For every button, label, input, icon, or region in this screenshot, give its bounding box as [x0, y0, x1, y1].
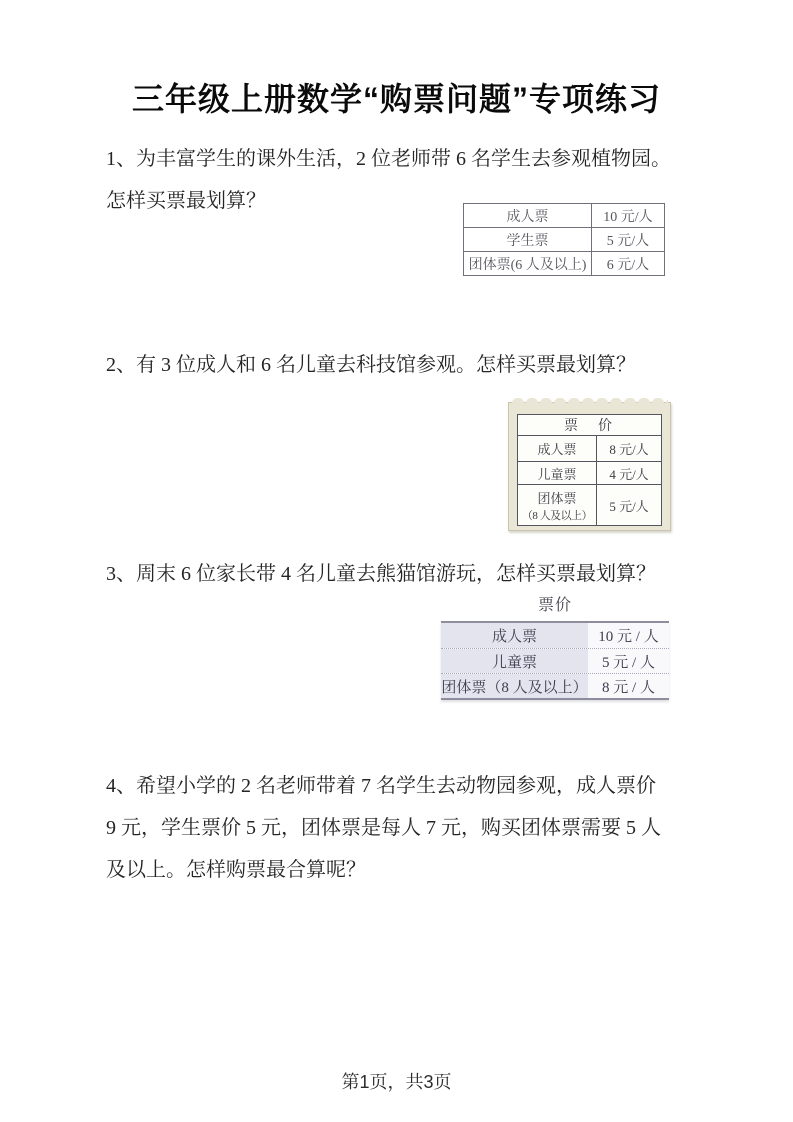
table-row — [518, 436, 662, 462]
ticket-type-cell: 成人票 — [518, 436, 597, 462]
table-row — [464, 204, 665, 228]
page-title: 三年级上册数学“购票问题”专项练习 — [131, 81, 661, 117]
table-row — [518, 462, 662, 485]
price-table-2 — [517, 414, 662, 526]
ticket-type-cell — [518, 485, 597, 526]
table-row — [441, 648, 669, 673]
ticket-type-sublabel: （8 人及以上） — [521, 509, 593, 522]
ticket-type-cell: 儿童票 — [518, 462, 597, 485]
ticket-type-cell: 学生票 — [464, 228, 592, 252]
page-number: 第1页，共3页 — [341, 1072, 452, 1092]
question-1-line-1: 1、为丰富学生的课外生活，2 位老师带 6 名学生去参观植物园。 — [106, 148, 671, 170]
question-3-line-1: 3、周末 6 位家长带 4 名儿童去熊猫馆游玩，怎样买票最划算？ — [106, 563, 656, 585]
table-row — [518, 485, 662, 526]
table-row — [464, 252, 665, 276]
question-1-line-2: 怎样买票最划算？ — [106, 190, 266, 212]
price-cell: 5 元 / 人 — [588, 649, 669, 673]
price-table-2-card — [508, 402, 671, 531]
ticket-type-cell: 成人票 — [441, 623, 588, 648]
ticket-type-label: 团体票 — [537, 490, 577, 506]
ticket-type-cell: 团体票(6 人及以上) — [464, 252, 592, 276]
price-cell: 5 元/人 — [592, 228, 665, 252]
ticket-type-cell: 团体票（8 人及以上） — [441, 674, 588, 698]
table-row — [441, 673, 669, 698]
price-cell: 8 元 / 人 — [588, 674, 669, 698]
question-4 — [106, 765, 661, 891]
price-cell: 10 元 / 人 — [588, 623, 669, 648]
table-header-row — [518, 415, 662, 436]
question-2-line-1: 2、有 3 位成人和 6 名儿童去科技馆参观。怎样买票最划算？ — [106, 354, 636, 376]
table-row — [464, 228, 665, 252]
question-4-line-2: 9 元，学生票价 5 元，团体票是每人 7 元，购买团体票需要 5 人 — [106, 817, 661, 839]
table-row — [441, 623, 669, 648]
question-2 — [106, 344, 636, 386]
price-cell: 6 元/人 — [592, 252, 665, 276]
price-cell: 10 元/人 — [592, 204, 665, 228]
price-cell: 5 元/人 — [597, 485, 662, 526]
question-4-line-3: 及以上。怎样购票最合算呢？ — [106, 859, 366, 881]
price-cell: 8 元/人 — [597, 436, 662, 462]
price-cell: 4 元/人 — [597, 462, 662, 485]
question-4-line-1: 4、希望小学的 2 名老师带着 7 名学生去动物园参观，成人票价 — [106, 775, 656, 797]
table-title-cell: 票 价 — [518, 415, 662, 436]
question-3 — [106, 553, 656, 595]
price-table-3 — [441, 621, 669, 700]
ticket-type-cell: 成人票 — [464, 204, 592, 228]
ticket-type-cell: 儿童票 — [441, 649, 588, 673]
price-table-1 — [463, 203, 665, 276]
price-table-3-title: 票价 — [537, 597, 572, 614]
